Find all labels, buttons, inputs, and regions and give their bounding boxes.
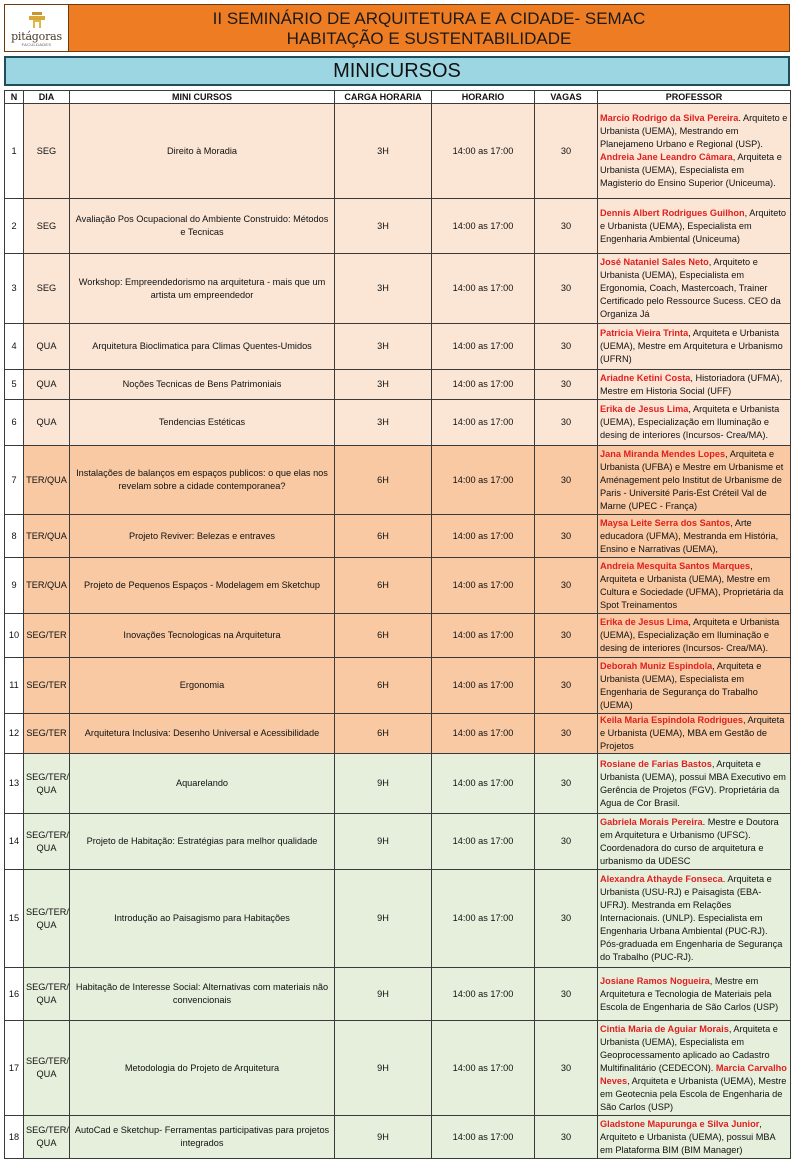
column-header: MINI CURSOS: [70, 91, 335, 104]
schedule-cell: 14:00 as 17:00: [432, 714, 535, 754]
seats-cell: 30: [535, 400, 598, 446]
day-cell: SEG: [24, 199, 70, 254]
table-row: [5, 199, 791, 254]
professor-name: Erika de Jesus Lima: [600, 617, 689, 627]
workload-cell: 6H: [335, 614, 432, 658]
workload-cell: 6H: [335, 558, 432, 614]
schedule-cell: 14:00 as 17:00: [432, 1021, 535, 1116]
day-cell: SEG/TER/ QUA: [24, 754, 70, 814]
row-number: 10: [5, 614, 24, 658]
table-row: [5, 515, 791, 558]
logo-name: pitágoras: [11, 30, 62, 43]
row-number: 4: [5, 324, 24, 370]
professor-name: Erika de Jesus Lima: [600, 404, 689, 414]
column-header: HORARIO: [432, 91, 535, 104]
table-row: [5, 870, 791, 968]
table-row: [5, 814, 791, 870]
professor-bio: , Arte educadora (UFMA), Mestranda em História, Ensino e Narrativas (UEMA),: [600, 517, 779, 554]
professor-name: Patricia Vieira Trinta: [600, 328, 689, 338]
professor-name: Marcio Rodrigo da Silva Pereira: [600, 113, 739, 123]
seats-cell: 30: [535, 1021, 598, 1116]
seats-cell: 30: [535, 614, 598, 658]
professor-name: Dennis Albert Rodrigues Guilhon: [600, 207, 745, 218]
professor-name: Gladstone Mapurunga e Silva Junior: [600, 1118, 760, 1129]
row-number: 14: [5, 814, 24, 870]
table-row: [5, 446, 791, 515]
professor-bio: , Arquiteta e Urbanista (UEMA), MBA em Gestão de Projetos: [600, 715, 785, 751]
workload-cell: 9H: [335, 1116, 432, 1159]
seats-cell: 30: [535, 814, 598, 870]
professor-bio: , Arquiteta e Urbanista (UEMA), Especialização em Iluminação e desing de interiores (Incursos- Crea/MA).: [600, 404, 780, 440]
table-row: [5, 968, 791, 1021]
workload-cell: 3H: [335, 324, 432, 370]
seats-cell: 30: [535, 714, 598, 754]
row-number: 12: [5, 714, 24, 754]
workload-cell: 9H: [335, 814, 432, 870]
workload-cell: 9H: [335, 968, 432, 1021]
professor-cell: [598, 324, 791, 370]
seats-cell: 30: [535, 104, 598, 199]
seats-cell: 30: [535, 870, 598, 968]
seats-cell: 30: [535, 446, 598, 515]
table-row: [5, 254, 791, 324]
schedule-cell: 14:00 as 17:00: [432, 254, 535, 324]
table-row: [5, 754, 791, 814]
schedule-cell: 14:00 as 17:00: [432, 324, 535, 370]
column-header: VAGAS: [535, 91, 598, 104]
row-number: 9: [5, 558, 24, 614]
professor-name: Cintia Maria de Aguiar Morais: [600, 1023, 729, 1034]
row-number: 13: [5, 754, 24, 814]
day-cell: SEG: [24, 254, 70, 324]
professor-cell: [598, 1021, 791, 1116]
table-header-row: [5, 91, 791, 104]
schedule-cell: 14:00 as 17:00: [432, 870, 535, 968]
course-cell: Arquitetura Bioclimatica para Climas Quentes-Umidos: [70, 324, 335, 370]
course-cell: Habitação de Interesse Social: Alternativas com materiais não convencionais: [70, 968, 335, 1021]
seats-cell: 30: [535, 558, 598, 614]
minicursos-table: [4, 90, 791, 1159]
professor-name: Marcia Carvalho Neves: [600, 1062, 787, 1086]
professor-bio: . Arquiteto e Urbanista (UEMA), Mestrando em Planejameno Urbano e Regional (USP).: [600, 113, 788, 149]
professor-name: Rosiane de Farias Bastos: [600, 758, 712, 769]
title-line-2: HABITAÇÃO E SUSTENTABILIDADE: [286, 29, 572, 48]
professor-cell: [598, 515, 791, 558]
seats-cell: 30: [535, 968, 598, 1021]
professor-name: Ariadne Ketini Costa: [600, 372, 691, 383]
professor-cell: [598, 870, 791, 968]
professor-bio: , Arquiteta e Urbanista (UEMA), Mestre em Cultura e Sociedade (UFMA), Proprietária da Spot Treinamentos: [600, 560, 784, 610]
section-banner: MINICURSOS: [4, 56, 790, 86]
row-number: 5: [5, 370, 24, 400]
schedule-cell: 14:00 as 17:00: [432, 400, 535, 446]
title-line-1: II SEMINÁRIO DE ARQUITETURA E A CIDADE- SEMAC: [212, 9, 646, 28]
professor-cell: [598, 104, 791, 199]
day-cell: SEG/TER/ QUA: [24, 1021, 70, 1116]
professor-cell: [598, 614, 791, 658]
professor-cell: [598, 254, 791, 324]
professor-name: Alexandra Athayde Fonseca: [600, 874, 723, 884]
workload-cell: 3H: [335, 104, 432, 199]
schedule-cell: 14:00 as 17:00: [432, 446, 535, 515]
professor-cell: [598, 370, 791, 400]
professor-name: Keila Maria Espindola Rodrigues: [600, 715, 743, 725]
workload-cell: 3H: [335, 370, 432, 400]
professor-bio: , Historiadora (UFMA), Mestre em Historia Social (UFF): [600, 372, 783, 396]
schedule-cell: 14:00 as 17:00: [432, 199, 535, 254]
professor-cell: [598, 658, 791, 714]
professor-bio: , Arquiteta e Urbanista (UEMA), Especialista em Geoprocessamento aplicado ao Cadastro Multifinalitário (CEDECON).: [600, 1023, 778, 1073]
day-cell: TER/QUA: [24, 446, 70, 515]
professor-cell: [598, 714, 791, 754]
schedule-cell: 14:00 as 17:00: [432, 104, 535, 199]
logo: [5, 5, 69, 51]
column-header: PROFESSOR: [598, 91, 791, 104]
seats-cell: 30: [535, 754, 598, 814]
day-cell: QUA: [24, 400, 70, 446]
professor-bio: , Arquiteto e Urbanista (UEMA), Especialista em Ergonomia, Coach, Mastercoach, Trainer Certificado pelo Ressource Sucess. CEO da Organiza Já: [600, 257, 781, 319]
day-cell: SEG/TER/ QUA: [24, 968, 70, 1021]
column-header: DIA: [24, 91, 70, 104]
schedule-cell: 14:00 as 17:00: [432, 558, 535, 614]
course-cell: Direito à Moradia: [70, 104, 335, 199]
workload-cell: 3H: [335, 400, 432, 446]
professor-bio: . Arquiteta e Urbanista (USU-RJ) e Paisagista (EBA-UFRJ). Mestranda em Relações Internacionais. (UNLP). Especialista em Engenharia Urbana Ambiental (PUC-RJ). Pós-graduada em Engenharia de Segurança do Trabalho (PUC-RJ).: [600, 874, 783, 962]
workload-cell: 3H: [335, 199, 432, 254]
professor-bio: , Arquiteto e Urbanista (UEMA), Especialista em Engenharia Ambiental (Uniceuma): [600, 207, 786, 244]
day-cell: SEG/TER: [24, 714, 70, 754]
professor-bio: , Arquiteto e Urbanista (UEMA), possui MBA em Plataforma BIM (BIM Manager): [600, 1118, 776, 1155]
course-cell: Arquitetura Inclusiva: Desenho Universal e Acessibilidade: [70, 714, 335, 754]
professor-bio: , Arquiteta e Urbanista (UFBA) e Mestre em Urbanisme et Aménagement pelo Institut de Urbanisme de Paris - Université Paris-Est Créteil Val de Marne (UPEC - França): [600, 448, 784, 511]
day-cell: SEG: [24, 104, 70, 199]
column-header: N: [5, 91, 24, 104]
course-cell: Workshop: Empreendedorismo na arquitetura - mais que um artista um empreendedor: [70, 254, 335, 324]
page-title: [69, 5, 789, 51]
professor-bio: . Mestre e Doutora em Arquitetura e Urbanismo (UFSC). Coordenadora do curso de arquitetura e urbanismo da UDESC: [600, 816, 779, 866]
course-cell: Tendencias Estéticas: [70, 400, 335, 446]
day-cell: QUA: [24, 324, 70, 370]
day-cell: QUA: [24, 370, 70, 400]
row-number: 3: [5, 254, 24, 324]
professor-bio: , Arquiteta e Urbanista (UEMA), possui MBA Executivo em Gerência de Projetos (FGV). Proprietária da Agua de Cor Brasil.: [600, 758, 786, 808]
table-row: [5, 400, 791, 446]
workload-cell: 6H: [335, 446, 432, 515]
schedule-cell: 14:00 as 17:00: [432, 754, 535, 814]
workload-cell: 9H: [335, 754, 432, 814]
day-cell: TER/QUA: [24, 515, 70, 558]
professor-cell: [598, 1116, 791, 1159]
professor-bio: , Mestre em Arquitetura e Tecnologia de Materiais pela Escola de Engenharia de São Carlos (USP): [600, 975, 779, 1012]
professor-name: Jana Miranda Mendes Lopes: [600, 448, 726, 459]
row-number: 8: [5, 515, 24, 558]
course-cell: Metodologia do Projeto de Arquitetura: [70, 1021, 335, 1116]
row-number: 15: [5, 870, 24, 968]
professor-name: Deborah Muniz Espindola: [600, 660, 713, 671]
schedule-cell: 14:00 as 17:00: [432, 968, 535, 1021]
professor-cell: [598, 400, 791, 446]
row-number: 7: [5, 446, 24, 515]
row-number: 2: [5, 199, 24, 254]
course-cell: Projeto de Pequenos Espaços - Modelagem em Sketchup: [70, 558, 335, 614]
table-row: [5, 370, 791, 400]
day-cell: SEG/TER/ QUA: [24, 870, 70, 968]
professor-cell: [598, 968, 791, 1021]
course-cell: Ergonomia: [70, 658, 335, 714]
professor-name: Josiane Ramos Nogueira: [600, 975, 710, 986]
professor-bio: , Arquiteta e Urbanista (UEMA), Especialista em Magisterio do Ensino Superior (Uniceuma).: [600, 152, 782, 188]
workload-cell: 9H: [335, 870, 432, 968]
day-cell: TER/QUA: [24, 558, 70, 614]
workload-cell: 6H: [335, 714, 432, 754]
header-bar: [4, 4, 790, 52]
table-row: [5, 714, 791, 754]
schedule-cell: 14:00 as 17:00: [432, 370, 535, 400]
course-cell: AutoCad e Sketchup- Ferramentas participativas para projetos integrados: [70, 1116, 335, 1159]
row-number: 11: [5, 658, 24, 714]
course-cell: Introdução ao Paisagismo para Habitações: [70, 870, 335, 968]
professor-name: Andreia Mesquita Santos Marques: [600, 560, 751, 571]
workload-cell: 6H: [335, 658, 432, 714]
day-cell: SEG/TER: [24, 614, 70, 658]
row-number: 6: [5, 400, 24, 446]
workload-cell: 9H: [335, 1021, 432, 1116]
professor-cell: [598, 814, 791, 870]
course-cell: Projeto Reviver: Belezas e entraves: [70, 515, 335, 558]
professor-bio: , Arquiteta e Urbanista (UEMA), Mestre em Arquitetura e Urbanismo (UFRN): [600, 328, 783, 364]
table-row: [5, 1116, 791, 1159]
table-row: [5, 658, 791, 714]
schedule-cell: 14:00 as 17:00: [432, 1116, 535, 1159]
seats-cell: 30: [535, 254, 598, 324]
professor-name: Maysa Leite Serra dos Santos: [600, 517, 731, 528]
seats-cell: 30: [535, 199, 598, 254]
professor-name: José Nataniel Sales Neto: [600, 257, 709, 267]
column-header: CARGA HORARIA: [335, 91, 432, 104]
professor-bio: , Arquiteta e Urbanista (UEMA), Especialista em Engenharia de Segurança do Trabalho (UEMA): [600, 660, 762, 710]
seats-cell: 30: [535, 1116, 598, 1159]
row-number: 18: [5, 1116, 24, 1159]
table-row: [5, 1021, 791, 1116]
table-row: [5, 558, 791, 614]
table-row: [5, 324, 791, 370]
course-cell: Inovações Tecnologicas na Arquitetura: [70, 614, 335, 658]
professor-cell: [598, 446, 791, 515]
seats-cell: 30: [535, 658, 598, 714]
professor-name: Gabriela Morais Pereira: [600, 816, 703, 827]
row-number: 1: [5, 104, 24, 199]
workload-cell: 6H: [335, 515, 432, 558]
table-row: [5, 104, 791, 199]
seats-cell: 30: [535, 324, 598, 370]
course-cell: Instalações de balanços em espaços publicos: o que elas nos revelam sobre a cidade contemporanea?: [70, 446, 335, 515]
course-cell: Avaliação Pos Ocupacional do Ambiente Construido: Métodos e Tecnicas: [70, 199, 335, 254]
professor-bio: , Arquiteta e Urbanista (UEMA), Mestre em Geotecnia pela Escola de Engenharia de São Carlos (USP): [600, 1075, 787, 1112]
day-cell: SEG/TER: [24, 658, 70, 714]
professor-name: Andreia Jane Leandro Câmara: [600, 152, 733, 162]
seats-cell: 30: [535, 515, 598, 558]
row-number: 17: [5, 1021, 24, 1116]
seats-cell: 30: [535, 370, 598, 400]
logo-subtitle: FACULDADES: [21, 42, 52, 47]
course-cell: Aquarelando: [70, 754, 335, 814]
professor-cell: [598, 754, 791, 814]
schedule-cell: 14:00 as 17:00: [432, 614, 535, 658]
professor-cell: [598, 558, 791, 614]
schedule-cell: 14:00 as 17:00: [432, 515, 535, 558]
row-number: 16: [5, 968, 24, 1021]
professor-cell: [598, 199, 791, 254]
course-cell: Projeto de Habitação: Estratégias para melhor qualidade: [70, 814, 335, 870]
schedule-cell: 14:00 as 17:00: [432, 814, 535, 870]
professor-bio: , Arquiteta e Urbanista (UEMA), Especialização em Iluminação e desing de interiores (Incursos- Crea/MA).: [600, 617, 780, 653]
course-cell: Noções Tecnicas de Bens Patrimoniais: [70, 370, 335, 400]
day-cell: SEG/TER/ QUA: [24, 814, 70, 870]
schedule-cell: 14:00 as 17:00: [432, 658, 535, 714]
day-cell: SEG/TER/ QUA: [24, 1116, 70, 1159]
workload-cell: 3H: [335, 254, 432, 324]
table-row: [5, 614, 791, 658]
logo-icon: [26, 10, 48, 30]
